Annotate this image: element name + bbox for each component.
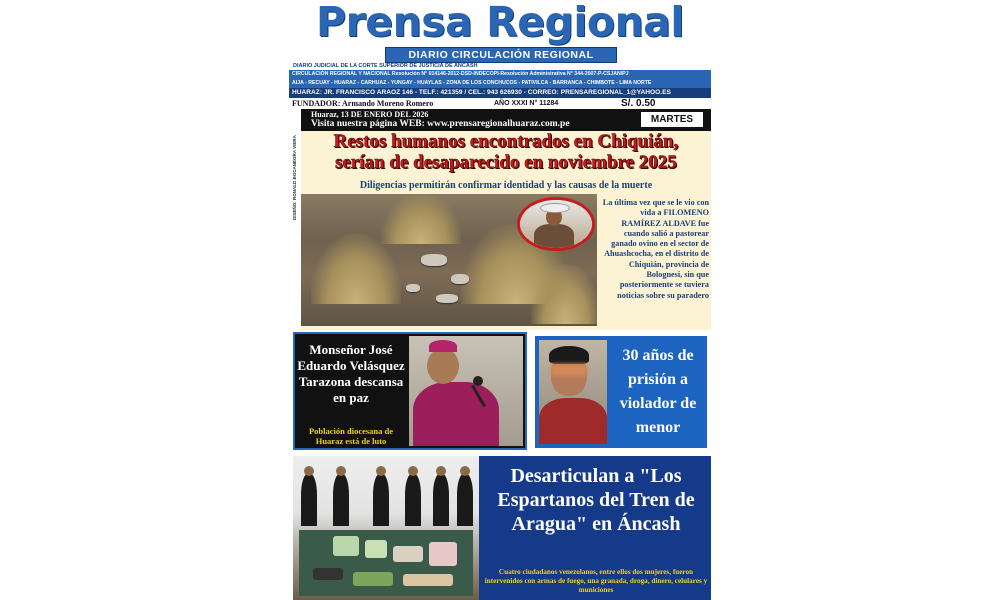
gang-headline: Desarticulan a "Los Espartanos del Tren de Aragua" en Áncash [497, 465, 695, 535]
founder-text: FUNDADOR: Armando Moreno Romero [292, 99, 434, 108]
info-row [289, 98, 711, 109]
contact-bar: HUARAZ: JR. FRANCISCO ARAOZ 146 - TELF.: 421359 / CEL.: 943 626930 - CORREO: PRENSAREGIONAL_1@YAHOO.ES [289, 88, 711, 98]
judicial-line: DIARIO JUDICIAL DE LA CORTE SUPERIOR DE JUSTICIA DE ANCASH [293, 63, 478, 69]
date-bar [301, 109, 711, 131]
victim-portrait [517, 197, 595, 251]
sentence-story[interactable] [535, 336, 707, 448]
obituary-subtitle: Población diocesana de Huaraz está de luto [308, 426, 394, 446]
gang-story[interactable] [293, 456, 711, 600]
newspaper-front-page [289, 0, 711, 600]
lead-story [301, 131, 711, 330]
issue-date: Huaraz, 13 DE ENERO DEL 2026 [311, 110, 429, 119]
weekday-badge: MARTES [641, 112, 703, 127]
sentence-headline: 30 años de prisión a violador de menor [619, 347, 697, 436]
circulation-banner: DIARIO CIRCULACIÓN REGIONAL [385, 47, 617, 63]
masthead-title: Prensa Regional [316, 0, 684, 46]
issue-number: AÑO XXXI N° 11284 [494, 100, 559, 107]
lead-body: La última vez que se le vio con vida a FILOMENO RAMÍREZ ALDAVE fue cuando salió a pastorear ganado ovino en el sector de Ahuashcocha, en el distrito de Chiquián, provincia de Bolognesi, sin que posteriormente se tuviera noticias sobre su paradero [602, 198, 709, 300]
lead-deck: Diligencias permitirán confirmar identidad y las causas de la muerte [359, 180, 653, 191]
obituary-story[interactable] [293, 332, 527, 450]
design-credit: DISEÑO: RONALD BOCANEGRA VIERA [292, 135, 297, 220]
coverage-bar: AIJA - RECUAY - HUARAZ - CARHUAZ - YUNGAY - HUAYLAS - ZONA DE LOS CONCHUCOS - PATIVILCA - BARRANCA - CHIMBOTE - LIMA NORTE [289, 79, 711, 88]
convict-photo [539, 340, 607, 444]
registration-bar: CIRCULACIÓN REGIONAL Y NACIONAL Resolución N° 014146-2012-DSD-INDECOPI-Resolución Administrativa N° 344-2007-P-CSJAN/PJ [289, 70, 711, 79]
website-link[interactable]: Visita nuestra página WEB: www.prensaregionalhuaraz.com.pe [311, 119, 570, 129]
police-seizure-photo [293, 456, 479, 600]
gang-subtitle: Cuatro ciudadanos venezolanos, entre ellos dos mujeres, fueron intervenidos con armas de fuego, una granada, droga, dinero, celulares y municiones [484, 568, 708, 594]
lead-headline-line2: serían de desaparecido en noviembre 2025 [335, 152, 677, 173]
lead-headline[interactable] [301, 131, 711, 173]
price-text: S/. 0.50 [621, 98, 656, 109]
obituary-headline: Monseñor José Eduardo Velásquez Tarazona descansa en paz [297, 342, 405, 405]
bishop-photo [409, 336, 523, 446]
lead-headline-line1: Restos humanos encontrados en Chiquián, [333, 131, 679, 152]
